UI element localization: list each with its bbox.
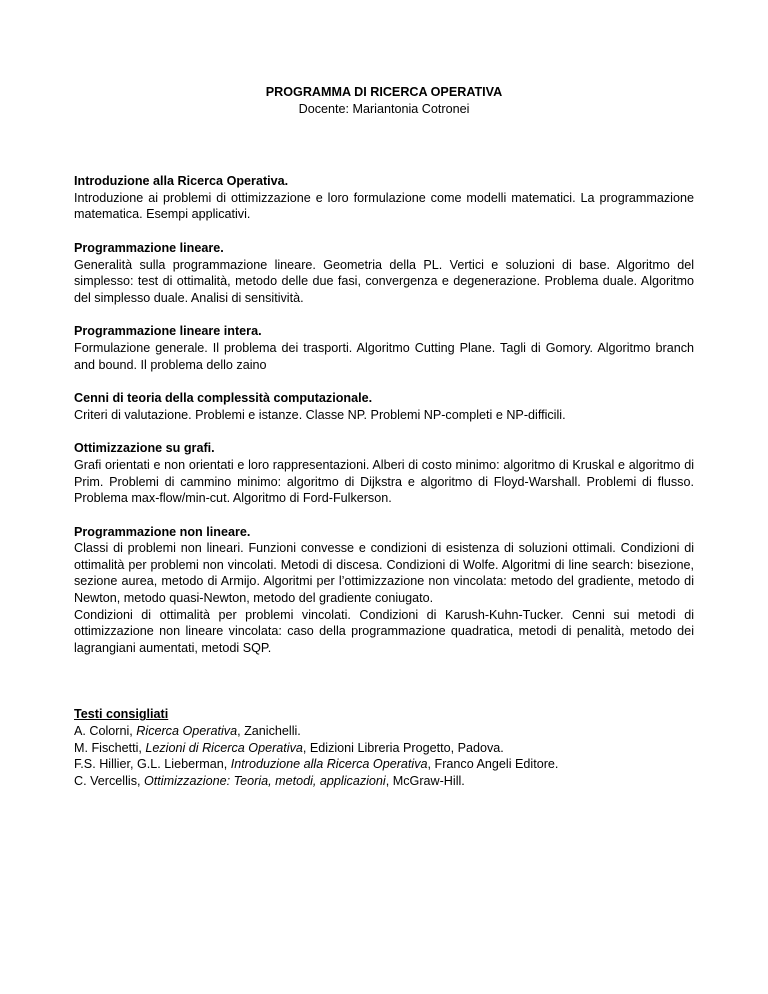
reference-publisher: , Franco Angeli Editore. (427, 757, 559, 772)
references-list (74, 723, 694, 789)
section-heading: Programmazione lineare intera. (74, 324, 262, 339)
document-title: PROGRAMMA DI RICERCA OPERATIVA (265, 85, 503, 99)
section-paragraph: Grafi orientati e non orientati e loro rappresentazioni. Alberi di costo minimo: algoritmo di Kruskal e algoritmo di Prim. Problemi di cammino minimo: algoritmo di Dijkstra e algoritmo di Floyd-Warshall. Problemi di flusso. Problema max-flow/min-cut. Algoritmo di Ford-Fulkerson. (74, 457, 694, 506)
section-body (74, 457, 694, 507)
reference-item (74, 773, 694, 790)
section-paragraph: Condizioni di ottimalità per problemi vincolati. Condizioni di Karush-Kuhn-Tucker. Cenni sui metodi di ottimizzazione non lineare vincolata: caso della programmazione quadratica, metodi di penalità, metodo dei lagrangiani aumentati, metodi SQP. (74, 607, 694, 655)
section-body (74, 340, 694, 373)
reference-item (74, 723, 694, 740)
reference-item (74, 756, 694, 773)
reference-publisher: , Zanichelli. (237, 724, 301, 739)
reference-title: Lezioni di Ricerca Operativa (145, 740, 303, 755)
section-2 (74, 323, 694, 373)
section-body (74, 407, 694, 424)
section-3 (74, 390, 694, 423)
reference-publisher: , McGraw-Hill. (385, 773, 465, 788)
references-section (74, 706, 694, 789)
teacher-line: Docente: Mariantonia Cotronei (298, 101, 470, 116)
section-heading: Ottimizzazione su grafi. (74, 441, 215, 456)
section-body (74, 190, 694, 223)
section-paragraph: Formulazione generale. Il problema dei trasporti. Algoritmo Cutting Plane. Tagli di Gomory. Algoritmo branch and bound. Il problema dello zaino (74, 340, 694, 372)
document-page (74, 84, 694, 789)
section-0 (74, 173, 694, 223)
reference-author: F.S. Hillier, G.L. Lieberman, (74, 757, 231, 772)
reference-publisher: , Edizioni Libreria Progetto, Padova. (302, 740, 504, 755)
sections-container (74, 173, 694, 656)
reference-item (74, 740, 694, 757)
section-paragraph: Introduzione ai problemi di ottimizzazione e loro formulazione come modelli matematici. La programmazione matematica. Esempi applicativi. (74, 190, 694, 222)
section-paragraph: Classi di problemi non lineari. Funzioni convesse e condizioni di esistenza di soluzioni ottimali. Condizioni di ottimalità per problemi non vincolati. Metodi di discesa. Condizioni di Wolfe. Algoritmi di line search: bisezione, sezione aurea, metodo di Armijo. Algoritmi per l’ottimizzazione non vincolata: metodo del gradiente, metodo di Newton, metodo quasi-Newton, metodo del gradiente coniugato. (74, 541, 694, 606)
section-heading: Programmazione non lineare. (74, 524, 251, 539)
section-paragraph: Criteri di valutazione. Problemi e istanze. Classe NP. Problemi NP-completi e NP-difficili. (74, 407, 566, 422)
reference-title: Ricerca Operativa (136, 724, 238, 739)
document-header (74, 84, 694, 117)
section-1 (74, 240, 694, 306)
reference-author: C. Vercellis, (74, 773, 144, 788)
reference-title: Ottimizzazione: Teoria, metodi, applicazioni (144, 773, 386, 788)
reference-author: M. Fischetti, (74, 740, 146, 755)
section-body (74, 540, 694, 656)
section-paragraph: Generalità sulla programmazione lineare. Geometria della PL. Vertici e soluzioni di base. Algoritmo del simplesso: test di ottimalità, metodo delle due fasi, convergenza e degenerazione. Problema duale. Algoritmo del simplesso duale. Analisi di sensitività. (74, 257, 694, 305)
section-body (74, 257, 694, 307)
section-heading: Programmazione lineare. (74, 240, 224, 255)
references-heading: Testi consigliati (74, 707, 169, 722)
section-heading: Cenni di teoria della complessità computazionale. (74, 391, 373, 406)
reference-author: A. Colorni, (74, 724, 137, 739)
section-heading: Introduzione alla Ricerca Operativa. (74, 174, 289, 189)
section-5 (74, 524, 694, 657)
section-4 (74, 440, 694, 506)
reference-title: Introduzione alla Ricerca Operativa (230, 757, 428, 772)
